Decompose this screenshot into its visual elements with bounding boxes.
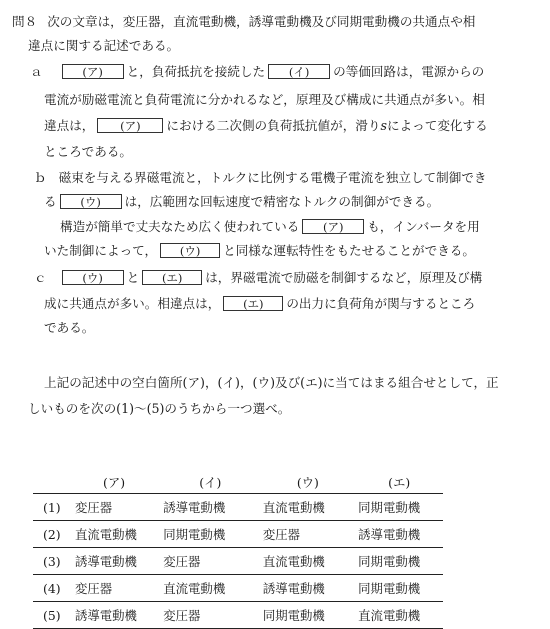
choice-number: (2)	[33, 521, 75, 548]
blank-a-box: (ア)	[62, 64, 124, 79]
para-b-text-6: いた制御によって，	[44, 243, 158, 258]
para-c-text-1: と	[126, 270, 140, 285]
answer-choices-table	[33, 471, 443, 629]
table-cell: 直流電動機	[263, 548, 358, 575]
table-cell: 同期電動機	[163, 521, 263, 548]
para-a-text-3: 電流が励磁電流と負荷電流に分かれるなど，原理及び構成に共通点が多い。相	[44, 92, 485, 107]
table-row	[33, 521, 443, 548]
table-cell: 変圧器	[75, 575, 163, 602]
blank-u-box: (ウ)	[60, 194, 122, 209]
question-lead: 次の文章は，変圧器，直流電動機，誘導電動機及び同期電動機の共通点や相	[47, 14, 476, 29]
blank-u-box: (ウ)	[62, 270, 124, 285]
table-cell: 誘導電動機	[358, 521, 443, 548]
table-cell: 誘導電動機	[75, 602, 163, 629]
table-header-row	[33, 471, 443, 494]
para-a-text-1: と，負荷抵抗を接続した	[126, 64, 266, 79]
blank-a-box: (ア)	[97, 118, 163, 133]
table-cell: 変圧器	[163, 602, 263, 629]
para-c-line-1	[34, 270, 482, 286]
slip-symbol: s	[380, 118, 387, 133]
table-cell: 誘導電動機	[163, 494, 263, 521]
table-row	[33, 494, 443, 521]
table-cell: 直流電動機	[75, 521, 163, 548]
question-line-2	[28, 38, 179, 54]
choice-number: (3)	[33, 548, 75, 575]
para-b-text-3: は，広範囲な回転速度で精密なトルクの制御ができる。	[124, 194, 440, 209]
para-b-text-7: と同様な運転特性をもたせることができる。	[223, 243, 475, 258]
table-cell: 変圧器	[75, 494, 163, 521]
para-b-text-1: 磁束を与える界磁電流と，トルクに比例する電機子電流を独立して制御でき	[58, 170, 487, 185]
blank-i-box: (イ)	[268, 64, 330, 79]
table-row	[33, 602, 443, 629]
table-cell: 同期電動機	[358, 548, 443, 575]
para-c-line-2	[44, 296, 475, 312]
para-b-line-2	[44, 194, 439, 210]
para-a-label: ａ	[30, 64, 43, 79]
instruction-line-2	[28, 401, 290, 417]
para-b-line-4	[44, 243, 475, 259]
para-b-line-1	[34, 170, 487, 186]
para-a-text-2: の等価回路は，電源からの	[333, 64, 485, 79]
table-header-cell: (ウ)	[296, 475, 319, 490]
para-c-text-4: の出力に負荷角が関与するところ	[286, 296, 476, 311]
para-b-label: ｂ	[34, 170, 47, 185]
table-cell: 同期電動機	[263, 602, 358, 629]
table-header-cell: (ア)	[103, 475, 126, 490]
table-header-cell: (イ)	[199, 475, 222, 490]
choice-number: (5)	[33, 602, 75, 629]
para-b-text-2: る	[44, 194, 57, 209]
para-a-text-7: ところである。	[44, 144, 133, 159]
para-a-text-6: によって変化する	[386, 118, 488, 133]
table-cell: 直流電動機	[358, 602, 443, 629]
para-c-text-3: 成に共通点が多い。相違点は，	[44, 296, 221, 311]
para-a-line-4	[44, 144, 132, 160]
table-header-cell	[33, 471, 75, 494]
question-line-1	[12, 14, 475, 30]
question-lead-2: 違点に関する記述である。	[28, 38, 180, 53]
instruction-text-2: しいものを次の(1)～(5)のうちから一つ選べ。	[28, 401, 291, 416]
table-cell: 誘導電動機	[75, 548, 163, 575]
table-row	[33, 575, 443, 602]
blank-u-box: (ウ)	[160, 243, 220, 258]
para-a-line-3	[44, 118, 488, 134]
table-row	[33, 548, 443, 575]
para-c-label: ｃ	[34, 270, 47, 285]
blank-e-box: (エ)	[223, 296, 283, 311]
table-cell: 同期電動機	[358, 494, 443, 521]
para-b-text-4: 構造が簡単で丈夫なため広く使われている	[60, 219, 300, 234]
para-c-text-2: は，界磁電流で励磁を制御するなど，原理及び構	[205, 270, 483, 285]
para-a-text-5: における二次側の負荷抵抗値が，滑り	[166, 118, 381, 133]
para-b-text-5: も，インバータを用	[367, 219, 480, 234]
question-number: 問８	[12, 14, 38, 29]
table-cell: 変圧器	[263, 521, 358, 548]
para-a-text-4: 違点は，	[44, 118, 95, 133]
table-cell: 直流電動機	[263, 494, 358, 521]
table-cell: 変圧器	[163, 548, 263, 575]
table-header-cell: (エ)	[388, 475, 411, 490]
table-cell: 同期電動機	[358, 575, 443, 602]
choice-number: (4)	[33, 575, 75, 602]
table-cell: 誘導電動機	[263, 575, 358, 602]
choice-number: (1)	[33, 494, 75, 521]
blank-e-box: (エ)	[142, 270, 202, 285]
blank-a-box: (ア)	[302, 219, 364, 234]
para-c-text-5: である。	[44, 320, 95, 335]
instruction-line-1	[44, 375, 499, 391]
para-c-line-3	[44, 320, 94, 336]
para-a-line-1	[30, 64, 484, 80]
table-cell: 直流電動機	[163, 575, 263, 602]
instruction-text-1: 上記の記述中の空白箇所(ア)，(イ)，(ウ)及び(エ)に当てはまる組合せとして，正	[44, 375, 499, 390]
para-a-line-2	[44, 92, 485, 108]
para-b-line-3	[60, 219, 480, 235]
